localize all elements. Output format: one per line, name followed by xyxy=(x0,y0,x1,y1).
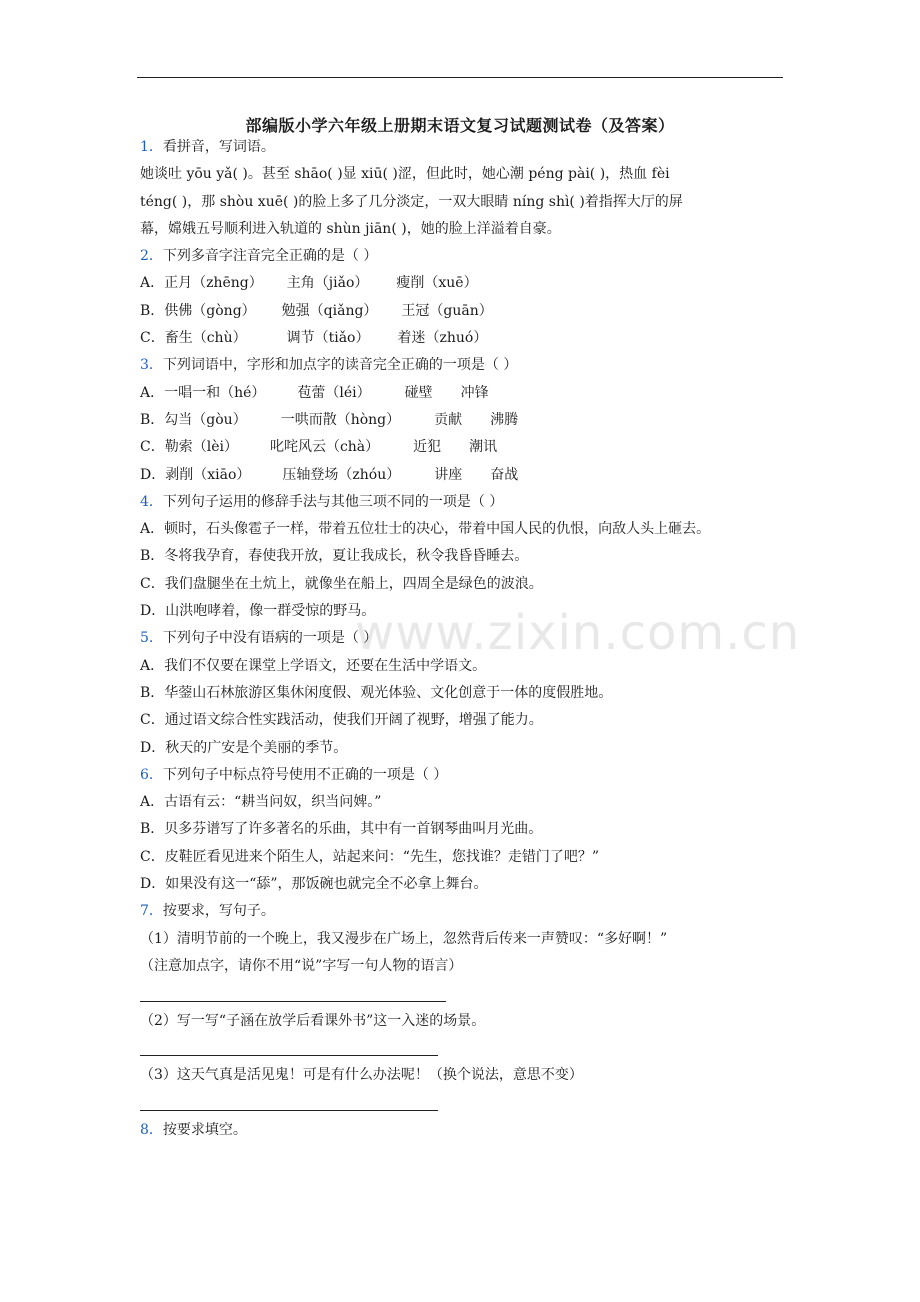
option-b: B．华蓥山石林旅游区集休闲度假、观光体验、文化创意于一体的度假胜地。 xyxy=(140,684,613,701)
option-d: D．山洪咆哮着，像一群受惊的野马。 xyxy=(140,603,376,620)
question-number: 3． xyxy=(140,357,163,374)
option-a: A．正月（zhēng） 主角（jiǎo） 瘦削（xuē） xyxy=(140,275,478,292)
watermark: www.zixin.com.cn xyxy=(355,605,801,661)
question-number: 6． xyxy=(140,766,163,783)
question-number: 5． xyxy=(140,630,163,647)
option-d: D．秋天的广安是个美丽的季节。 xyxy=(140,739,348,756)
option-b: B．供佛（gòng） 勉强（qiǎng） 王冠（guān） xyxy=(140,302,493,319)
option-a: A．顿时，石头像雹子一样，带着五位壮士的决心，带着中国人民的仇恨，向敌人头上砸去。 xyxy=(140,521,711,538)
header-rule xyxy=(137,77,783,78)
question-5-stem: 5．下列句子中没有语病的一项是（ ） xyxy=(140,630,378,647)
option-b: B．勾当（gòu） 一哄而散（hòng） 贡献 沸腾 xyxy=(140,411,519,428)
option-b: B．冬将我孕育，春使我开放，夏让我成长，秋令我昏昏睡去。 xyxy=(140,548,529,565)
question-2-stem: 2．下列多音字注音完全正确的是（ ） xyxy=(140,248,378,265)
option-a: A．古语有云：“耕当问奴，织当问婢。” xyxy=(140,794,382,811)
question-number: 8． xyxy=(140,1121,163,1138)
question-8-stem: 8．按要求填空。 xyxy=(140,1121,247,1138)
question-number: 1． xyxy=(140,139,163,155)
option-c: C．我们盘腿坐在土炕上，就像坐在船上，四周全是绿色的波浪。 xyxy=(140,575,543,592)
option-c: C．皮鞋匠看见进来个陌生人，站起来问：“先生，您找谁？走错门了吧？” xyxy=(140,848,600,865)
answer-line[interactable] xyxy=(140,980,776,1007)
question-4-stem: 4．下列句子运用的修辞手法与其他三项不同的一项是（ ） xyxy=(140,493,504,510)
option-d: D．剥削（xiāo） 压轴登场（zhóu） 讲座 奋战 xyxy=(140,466,519,483)
option-c: C．通过语文综合性实践活动，使我们开阔了视野，增强了能力。 xyxy=(140,712,543,729)
sub-question-1: （1）清明节前的一个晚上，我又漫步在广场上，忽然背后传来一声赞叹：“多好啊！” xyxy=(140,930,668,947)
question-7-stem: 7．按要求，写句子。 xyxy=(140,903,275,920)
document-body xyxy=(140,134,776,1144)
option-c: C．畜生（chù） 调节（tiǎo） 着迷（zhuó） xyxy=(140,330,488,347)
option-a: A．一唱一和（hé） 苞蕾（léi） 碰壁 冲锋 xyxy=(140,384,489,401)
answer-line[interactable] xyxy=(140,1089,776,1116)
page-title: 部编版小学六年级上册期末语文复习试题测试卷（及答案） xyxy=(245,116,675,135)
option-d: D．如果没有这一“舔”，那饭碗也就完全不必拿上舞台。 xyxy=(140,876,488,893)
question-number: 2． xyxy=(140,248,163,265)
question-1-line: 她谈吐 yōu yǎ( )。甚至 shāo( )显 xiū( )涩，但此时，她心潮 péng pài( )，热血 fèi xyxy=(140,166,670,183)
question-1-stem: 1．看拼音，写词语。 xyxy=(140,139,275,155)
question-6-stem: 6．下列句子中标点符号使用不正确的一项是（ ） xyxy=(140,766,448,783)
question-number: 7． xyxy=(140,903,163,920)
option-a: A．我们不仅要在课堂上学语文，还要在生活中学语文。 xyxy=(140,657,487,674)
option-c: C．勒索（lèi） 叱咤风云（chà） 近犯 潮讯 xyxy=(140,439,498,456)
sub-question-1-note: （注意加点字，请你不用“说”字写一句人物的语言） xyxy=(140,957,463,974)
question-1-line: téng( )，那 shòu xuē( )的脸上多了几分淡定，一双大眼睛 níng shì( )着指挥大厅的屏 xyxy=(140,193,683,210)
question-1-line: 幕，嫦娥五号顺利进入轨道的 shùn jiān( )，她的脸上洋溢着自豪。 xyxy=(140,220,561,237)
option-b: B．贝多芬谱写了许多著名的乐曲，其中有一首钢琴曲叫月光曲。 xyxy=(140,821,543,838)
answer-line[interactable] xyxy=(140,1035,776,1062)
question-3-stem: 3．下列词语中，字形和加点字的读音完全正确的一项是（ ） xyxy=(140,357,518,374)
sub-question-2: （2）写一写“子涵在放学后看课外书”这一入迷的场景。 xyxy=(140,1012,486,1029)
sub-question-3: （3）这天气真是活见鬼！可是有什么办法呢！（换个说法，意思不变） xyxy=(140,1067,583,1084)
question-number: 4． xyxy=(140,493,163,510)
